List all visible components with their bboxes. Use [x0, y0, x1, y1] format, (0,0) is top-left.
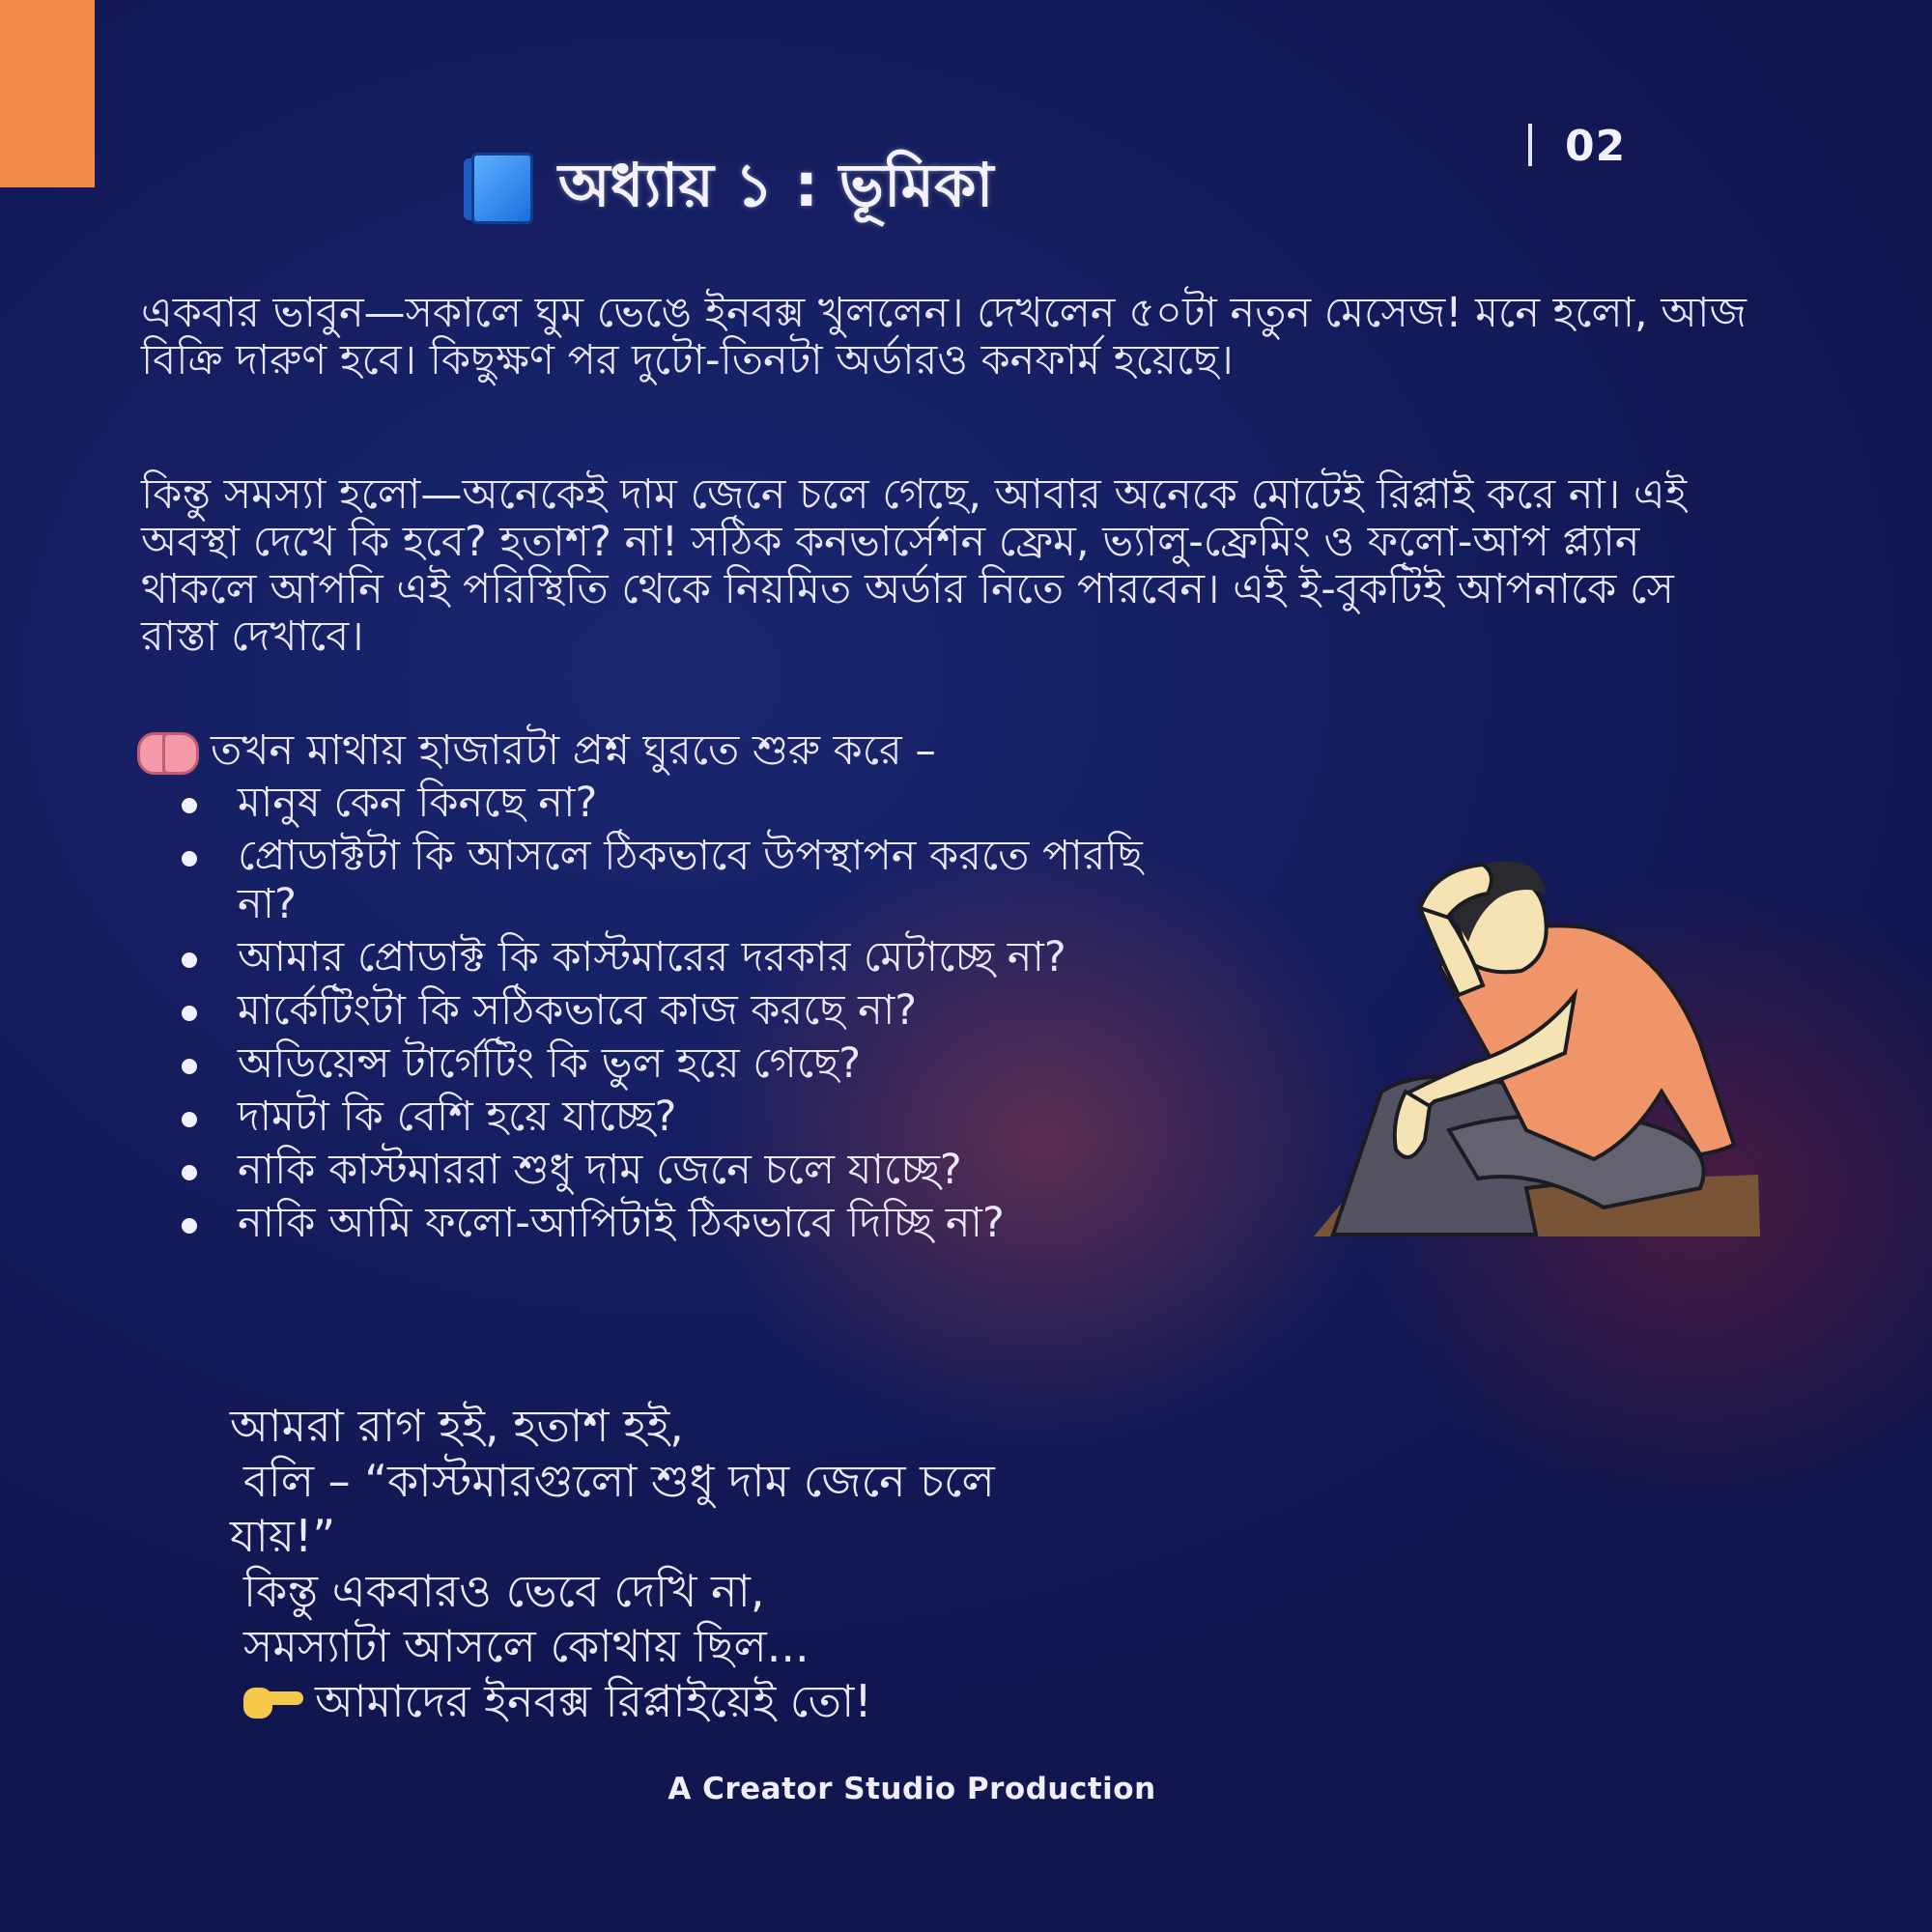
footer-credit-text: A Creator Studio Production	[668, 1772, 1156, 1806]
list-item: আমার প্রোডাক্ট কি কাস্টমারের দরকার মেটাচ্ছে না?	[182, 933, 1339, 981]
closing-line-2: বলি – “কাস্টমারগুলো শুধু দাম জেনে চলে	[243, 1455, 995, 1507]
corner-accent	[0, 0, 95, 187]
page-number	[1528, 122, 1626, 171]
book-icon	[462, 151, 531, 220]
closing-line-4: কিন্তু একবারও ভেবে দেখি না,	[243, 1565, 765, 1617]
closing-line-6	[230, 1674, 1293, 1729]
list-item: অডিয়েন্স টার্গেটিং কি ভুল হয়ে গেছে?	[182, 1039, 1379, 1088]
list-item: দামটা কি বেশি হয়ে যাচ্ছে?	[182, 1093, 1379, 1141]
questions-list	[182, 779, 1379, 1252]
closing-block	[230, 1399, 1293, 1729]
closing-line-6-text: আমাদের ইনবক্স রিপ্লাইয়েই তো!	[315, 1675, 872, 1727]
chapter-title: অধ্যায় ১ : ভূমিকা	[558, 150, 994, 220]
list-item: নাকি কাস্টমাররা শুধু দাম জেনে চলে যাচ্ছে?	[182, 1146, 1379, 1194]
chapter-heading	[462, 145, 993, 226]
closing-line-1: আমরা রাগ হই, হতাশ হই,	[230, 1400, 684, 1452]
list-item: মানুষ কেন কিনছে না?	[182, 779, 1379, 827]
footer-credit	[0, 1772, 1932, 1806]
closing-line-3: যায়!”	[230, 1510, 336, 1562]
list-item: প্রোডাক্টটা কি আসলে ঠিকভাবে উপস্থাপন করতে পারছি না?	[182, 832, 1204, 928]
intro-paragraph-1: একবার ভাবুন—সকালে ঘুম ভেঙে ইনবক্স খুললেন। দেখলেন ৫০টা নতুন মেসেজ! মনে হলো, আজ বিক্রি দারুণ হবে। কিছুক্ষণ পর দুটো-তিনটা অর্ডারও কনফার্ম হয়েছে।	[141, 289, 1747, 384]
closing-line-5: সমস্যাটা আসলে কোথায় ছিল...	[243, 1620, 810, 1672]
intro-paragraph-2: কিন্তু সমস্যা হলো—অনেকেই দাম জেনে চলে গেছে, আবার অনেকে মোটেই রিপ্লাই করে না। এই অবস্থা দেখে কি হবে? হতাশ? না! সঠিক কনভার্সেশন ফ্রেম, ভ্যালু-ফ্রেমিং ও ফলো-আপ প্ল্যান থাকলে আপনি এই পরিস্থিতি থেকে নিয়মিত অর্ডার নিতে পারবেন। এই ই-বুকটিই আপনাকে সে রাস্তা দেখাবে।	[141, 470, 1687, 661]
brain-icon	[137, 728, 195, 773]
stressed-man-illustration	[1314, 850, 1760, 1256]
list-item: মার্কেটিংটা কি সঠিকভাবে কাজ করছে না?	[182, 986, 1379, 1035]
list-item: নাকি আমি ফলো-আপিটাই ঠিকভাবে দিচ্ছি না?	[182, 1199, 1379, 1247]
questions-lead	[137, 726, 936, 775]
page-number-value: 02	[1565, 122, 1627, 171]
pointing-hand-icon	[243, 1686, 303, 1719]
page-number-divider	[1528, 124, 1532, 166]
questions-lead-text: তখন মাথায় হাজারটা প্রশ্ন ঘুরতে শুরু করে –	[211, 726, 936, 775]
